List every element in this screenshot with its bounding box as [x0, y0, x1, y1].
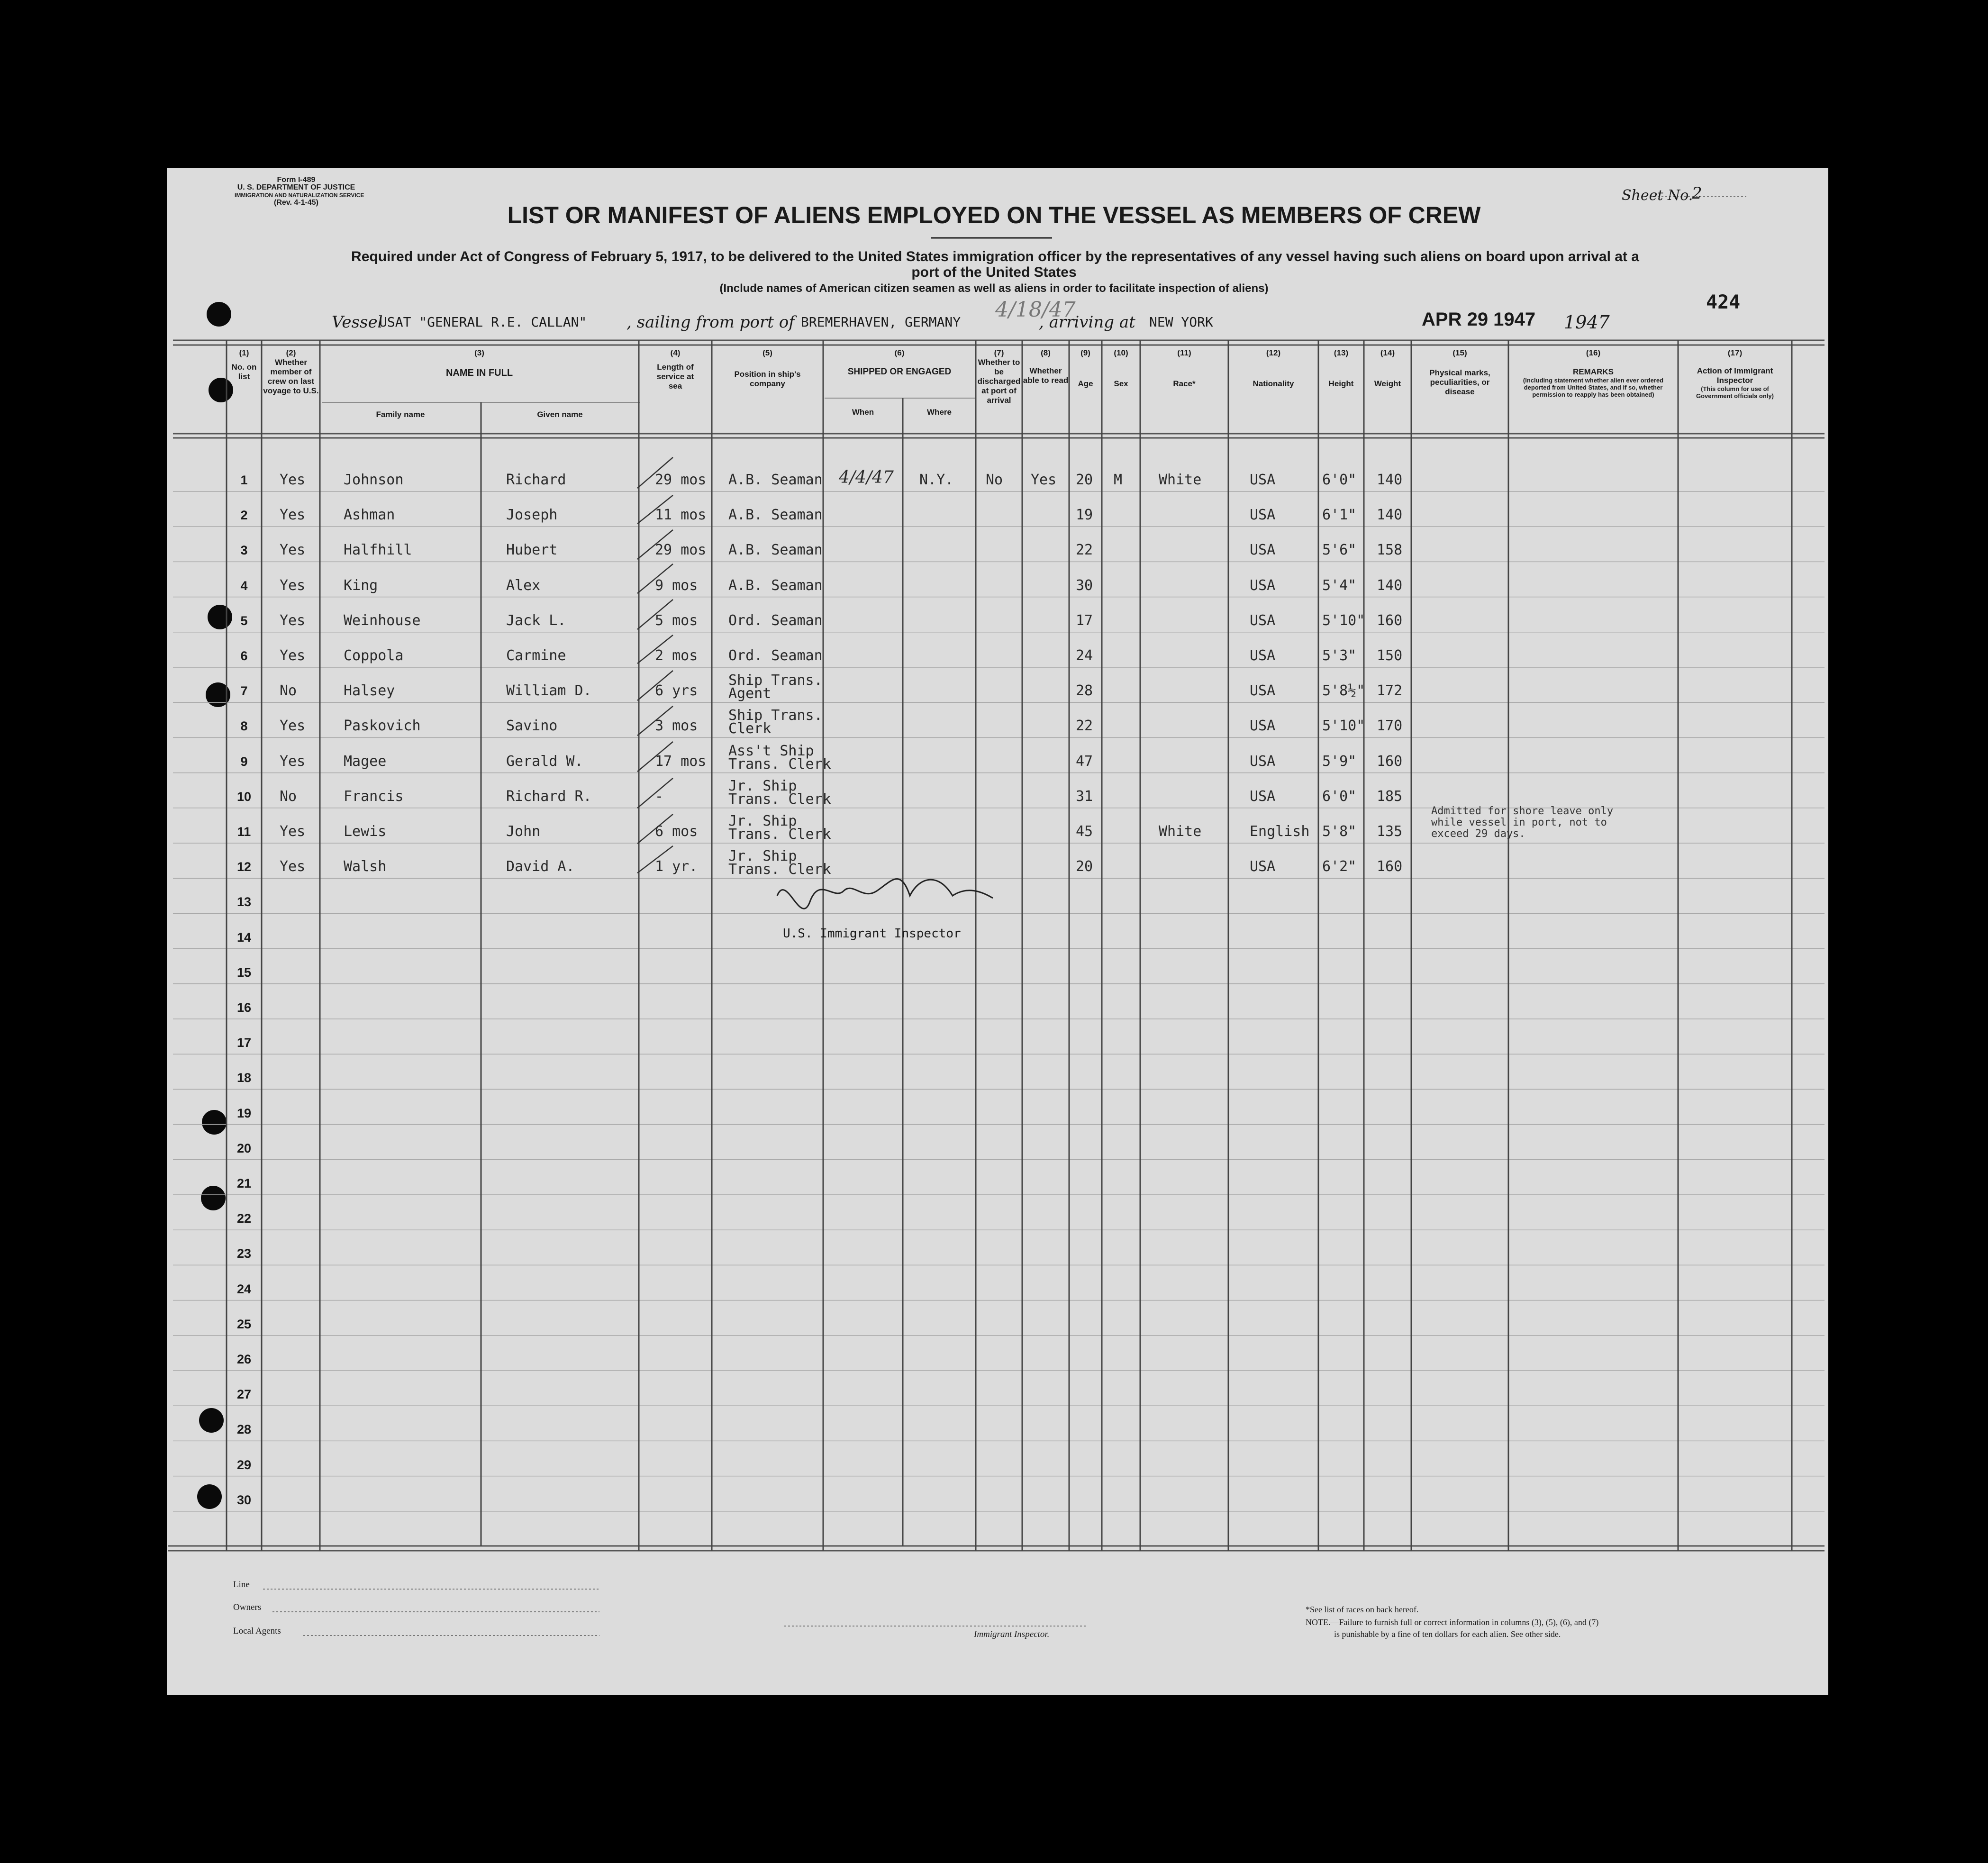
service-length-cell: 3 mos: [655, 718, 698, 735]
col3-header: [320, 348, 639, 378]
inspector-signature-label: U.S. Immigrant Inspector: [783, 927, 961, 941]
col10-num: (10): [1114, 348, 1128, 357]
given-name-cell: Carmine: [506, 647, 566, 664]
col11-header: [1140, 348, 1228, 389]
subtitle-line3: (Include names of American citizen seamen as well as aliens in order to facilitate inspection of aliens): [719, 282, 1269, 295]
col14-header: [1364, 348, 1411, 389]
service-length-cell: 2 mos: [655, 647, 698, 664]
col4-header: [639, 348, 712, 391]
service-length-cell: -: [655, 788, 664, 805]
shipped-where-cell: N.Y.: [919, 472, 954, 488]
col8-header: [1022, 348, 1069, 385]
col6-where-header: Where: [927, 408, 952, 417]
row-number: 19: [236, 1106, 252, 1120]
col12-header: [1228, 348, 1318, 389]
given-name-cell: David A.: [506, 858, 575, 875]
age-cell: 24: [1076, 647, 1093, 664]
col2-num: (2): [286, 348, 296, 357]
row-number: 16: [236, 1000, 252, 1015]
service-length-cell: 17 mos: [655, 753, 707, 770]
row-number: 23: [236, 1246, 252, 1261]
last-voyage-cell: Yes: [280, 647, 306, 664]
col7-header: [976, 348, 1022, 405]
footer-note-penalty: NOTE.—Failure to furnish full or correct information in columns (3), (5), (6), and (7): [1306, 1618, 1599, 1627]
nationality-cell: USA: [1250, 718, 1276, 735]
height-cell: 5'10": [1322, 718, 1365, 735]
able-to-read-cell: Yes: [1031, 472, 1057, 488]
given-name-cell: Gerald W.: [506, 753, 583, 770]
col3-given-header: Given name: [537, 410, 583, 419]
row-number: 21: [236, 1176, 252, 1191]
row-number: 11: [237, 825, 251, 839]
year: 1947: [1564, 312, 1610, 333]
given-name-cell: Joseph: [506, 507, 558, 524]
row-number: 2: [240, 508, 248, 523]
col15-num: (15): [1452, 348, 1467, 357]
age-cell: 45: [1076, 823, 1093, 840]
row-number: 12: [236, 860, 252, 874]
row-number: 24: [236, 1281, 252, 1296]
col1-num: (1): [239, 348, 249, 357]
weight-cell: 135: [1377, 823, 1403, 840]
form-service: IMMIGRATION AND NATURALIZATION SERVICE: [235, 192, 364, 199]
position-cell: Ord. Seaman: [728, 612, 823, 629]
col17-num: (17): [1727, 348, 1743, 357]
last-voyage-cell: No: [280, 788, 297, 805]
col17-note: (This column for use of Government officials only): [1696, 385, 1774, 400]
position-cell: Jr. Ship: [728, 848, 797, 865]
row-number: 10: [236, 789, 252, 804]
last-voyage-cell: No: [280, 682, 297, 700]
col16-header: [1508, 348, 1678, 398]
col3-num: (3): [474, 348, 484, 357]
family-name-cell: Coppola: [344, 647, 404, 664]
position-cell-line2: Trans. Clerk: [728, 791, 831, 808]
col12-label: Nationality: [1253, 379, 1294, 388]
age-cell: 20: [1076, 472, 1093, 488]
col8-label: Whether able to read: [1023, 366, 1069, 385]
service-length-cell: 1 yr.: [655, 858, 698, 875]
row-number: 4: [240, 578, 248, 593]
col15-label: Physical marks, peculiarities, or disease: [1429, 368, 1490, 396]
col6-num: (6): [894, 348, 905, 357]
height-cell: 6'1": [1322, 507, 1357, 524]
col6-label: SHIPPED OR ENGAGED: [847, 367, 952, 377]
col6-header: [823, 348, 976, 377]
age-cell: 22: [1076, 718, 1093, 735]
family-name-cell: Francis: [344, 788, 404, 805]
age-cell: 28: [1076, 682, 1093, 700]
row-number: 30: [236, 1492, 252, 1507]
position-cell: A.B. Seaman: [728, 472, 823, 488]
weight-cell: 160: [1377, 612, 1403, 629]
weight-cell: 140: [1377, 507, 1403, 524]
family-name-cell: Ashman: [344, 507, 395, 524]
vessel-label: Vessel: [332, 313, 383, 332]
weight-cell: 158: [1377, 542, 1403, 559]
row-number: 14: [236, 930, 252, 945]
last-voyage-cell: Yes: [280, 472, 306, 488]
weight-cell: 185: [1377, 788, 1403, 805]
family-name-cell: Magee: [344, 753, 387, 770]
col9-num: (9): [1080, 348, 1090, 357]
weight-cell: 160: [1377, 753, 1403, 770]
col10-label: Sex: [1114, 379, 1128, 388]
col9-header: [1069, 348, 1102, 389]
col14-label: Weight: [1374, 379, 1401, 388]
col6-when-header: When: [852, 408, 874, 417]
height-cell: 5'4": [1322, 577, 1357, 594]
service-length-cell: 29 mos: [655, 472, 707, 488]
arriving-label: , arriving at: [1039, 313, 1135, 332]
weight-cell: 160: [1377, 858, 1403, 875]
race-cell: White: [1159, 823, 1202, 840]
height-cell: 5'8½": [1322, 682, 1365, 700]
position-cell: A.B. Seaman: [728, 507, 823, 524]
col13-header: [1318, 348, 1364, 389]
position-cell-line2: Clerk: [728, 720, 772, 737]
row-number: 29: [236, 1457, 252, 1472]
row-number: 1: [240, 473, 248, 487]
weight-cell: 140: [1377, 577, 1403, 594]
service-length-cell: 11 mos: [655, 507, 707, 524]
weight-cell: 172: [1377, 682, 1403, 700]
row-number: 28: [236, 1422, 252, 1437]
given-name-cell: Richard R.: [506, 788, 592, 805]
vessel-name: USAT "GENERAL R.E. CALLAN": [379, 314, 587, 330]
row-number: 26: [236, 1352, 252, 1366]
nationality-cell: USA: [1250, 612, 1276, 629]
nationality-cell: USA: [1250, 507, 1276, 524]
service-length-cell: 29 mos: [655, 542, 707, 559]
family-name-cell: Paskovich: [344, 718, 421, 735]
arrival-date-stamp: APR 29 1947: [1422, 309, 1536, 330]
last-voyage-cell: Yes: [280, 542, 306, 559]
given-name-cell: Hubert: [506, 542, 558, 559]
col1-header: [227, 348, 262, 382]
family-name-cell: Halfhill: [344, 542, 412, 559]
subtitle-line2: port of the United States: [911, 264, 1077, 280]
col11-label: Race*: [1173, 379, 1196, 388]
family-name-cell: Johnson: [344, 472, 404, 488]
row-number: 27: [236, 1387, 252, 1402]
weight-cell: 140: [1377, 472, 1403, 488]
col13-label: Height: [1328, 379, 1354, 388]
row-number: 17: [236, 1036, 252, 1050]
family-name-cell: Walsh: [344, 858, 387, 875]
position-cell: Ord. Seaman: [728, 647, 823, 664]
position-cell: Jr. Ship: [728, 777, 797, 794]
family-name-cell: Halsey: [344, 682, 395, 700]
nationality-cell: USA: [1250, 788, 1276, 805]
nationality-cell: USA: [1250, 858, 1276, 875]
col1-label: No. on list: [231, 363, 257, 381]
family-name-cell: King: [344, 577, 378, 594]
age-cell: 31: [1076, 788, 1093, 805]
given-name-cell: Richard: [506, 472, 566, 488]
given-name-cell: John: [506, 823, 541, 840]
page-title: LIST OR MANIFEST OF ALIENS EMPLOYED ON THE VESSEL AS MEMBERS OF CREW: [507, 202, 1481, 228]
remarks-line: Admitted for shore leave only: [1431, 805, 1614, 817]
sailing-port: BREMERHAVEN, GERMANY: [801, 314, 961, 330]
col8-num: (8): [1041, 348, 1051, 357]
position-cell-line2: Agent: [728, 685, 772, 702]
col7-num: (7): [994, 348, 1004, 357]
footer-agents-label: Local Agents: [233, 1626, 281, 1636]
row-number: 9: [240, 754, 248, 769]
col14-num: (14): [1380, 348, 1395, 357]
col11-num: (11): [1177, 348, 1191, 357]
service-length-cell: 6 yrs: [655, 682, 698, 700]
nationality-cell: English: [1250, 823, 1310, 840]
height-cell: 5'9": [1322, 753, 1357, 770]
col4-num: (4): [670, 348, 681, 357]
row-number: 22: [236, 1211, 252, 1226]
position-cell: Ship Trans.: [728, 707, 823, 724]
form-number: Form I-489: [277, 176, 316, 184]
position-cell-line2: Trans. Clerk: [728, 755, 831, 772]
service-length-cell: 5 mos: [655, 612, 698, 629]
col3-family-header: Family name: [376, 410, 425, 419]
last-voyage-cell: Yes: [280, 577, 306, 594]
sex-cell: M: [1114, 472, 1123, 488]
position-cell: Ass't Ship: [728, 742, 814, 759]
col15-header: [1411, 348, 1508, 397]
height-cell: 5'6": [1322, 542, 1357, 559]
height-cell: 6'0": [1322, 472, 1357, 488]
nationality-cell: USA: [1250, 577, 1276, 594]
position-cell-line2: Trans. Clerk: [728, 826, 831, 843]
nationality-cell: USA: [1250, 682, 1276, 700]
given-name-cell: Alex: [506, 577, 541, 594]
given-name-cell: Jack L.: [506, 612, 566, 629]
height-cell: 5'10": [1322, 612, 1365, 629]
given-name-cell: Savino: [506, 718, 558, 735]
col5-label: Position in ship's company: [734, 370, 801, 388]
form-rev: (Rev. 4-1-45): [274, 199, 318, 207]
position-cell-line2: Trans. Clerk: [728, 861, 831, 878]
age-cell: 47: [1076, 753, 1093, 770]
remarks-row11: [1431, 806, 1613, 840]
position-cell: Jr. Ship: [728, 813, 797, 829]
row-number: 6: [240, 649, 248, 663]
sheet-number: 2: [1692, 184, 1702, 203]
row-number: 20: [236, 1141, 252, 1155]
row-number: 18: [236, 1071, 252, 1085]
family-name-cell: Lewis: [344, 823, 387, 840]
position-cell: A.B. Seaman: [728, 577, 823, 594]
arrival-port: NEW YORK: [1149, 314, 1213, 330]
age-cell: 22: [1076, 542, 1093, 559]
col17-label: Action of Immigrant Inspector: [1697, 366, 1773, 385]
height-cell: 5'8": [1322, 823, 1357, 840]
height-cell: 6'0": [1322, 788, 1357, 805]
remarks-line: exceed 29 days.: [1431, 828, 1525, 840]
shipped-when-cell: 4/4/47: [839, 468, 894, 487]
sailing-label: , sailing from port of: [626, 313, 795, 332]
discharged-cell: No: [986, 472, 1003, 488]
col9-label: Age: [1078, 379, 1093, 388]
col3-label: NAME IN FULL: [445, 368, 513, 378]
age-cell: 30: [1076, 577, 1093, 594]
col2-header: [263, 348, 319, 396]
last-voyage-cell: Yes: [280, 507, 306, 524]
weight-cell: 150: [1377, 647, 1403, 664]
footer-note-races: *See list of races on back hereof.: [1306, 1605, 1419, 1614]
row-number: 7: [240, 684, 248, 699]
col10-header: [1102, 348, 1140, 389]
remarks-line: while vessel in port, not to: [1431, 817, 1607, 828]
col16-num: (16): [1586, 348, 1601, 357]
col5-num: (5): [763, 348, 772, 357]
given-name-cell: William D.: [506, 682, 592, 700]
footer-line-label: Line: [233, 1580, 250, 1590]
race-cell: White: [1159, 472, 1202, 488]
footer-owners-label: Owners: [233, 1602, 262, 1612]
col4-label: Length of service at sea: [656, 363, 694, 391]
sheet-label: Sheet No.: [1622, 187, 1693, 204]
handwritten-date: 4/18/47: [995, 298, 1076, 322]
position-cell: Ship Trans.: [728, 672, 823, 689]
service-length-cell: 6 mos: [655, 823, 698, 840]
last-voyage-cell: Yes: [280, 823, 306, 840]
height-cell: 6'2": [1322, 858, 1357, 875]
col16-label: REMARKS: [1573, 367, 1614, 376]
position-cell: A.B. Seaman: [728, 542, 823, 559]
footer-inspector-label: Immigrant Inspector.: [974, 1629, 1050, 1639]
last-voyage-cell: Yes: [280, 612, 306, 629]
stamp-number: 424: [1706, 291, 1741, 313]
col13-num: (13): [1334, 348, 1349, 357]
form-dept: U. S. DEPARTMENT OF JUSTICE: [237, 183, 355, 191]
age-cell: 17: [1076, 612, 1093, 629]
age-cell: 20: [1076, 858, 1093, 875]
nationality-cell: USA: [1250, 647, 1276, 664]
footer-note-penalty-cont: is punishable by a fine of ten dollars for each alien. See other side.: [1334, 1629, 1561, 1639]
row-number: 8: [240, 719, 248, 734]
last-voyage-cell: Yes: [280, 753, 306, 770]
col16-note: (Including statement whether alien ever ordered deported from United States, and if so, whether permission to reapply has been obtained): [1523, 377, 1664, 398]
age-cell: 19: [1076, 507, 1093, 524]
row-number: 15: [236, 965, 252, 980]
inspector-signature: [777, 879, 993, 909]
row-number: 5: [240, 613, 248, 628]
col2-label: Whether member of crew on last voyage to U.S.: [263, 358, 319, 395]
col12-num: (12): [1266, 348, 1281, 357]
row-number: 13: [236, 895, 252, 909]
service-length-cell: 9 mos: [655, 577, 698, 594]
subtitle-line1: Required under Act of Congress of February 5, 1917, to be delivered to the United States immigration officer by the representatives of any vessel having such aliens on board upon arrival at a: [351, 249, 1639, 264]
last-voyage-cell: Yes: [280, 718, 306, 735]
weight-cell: 170: [1377, 718, 1403, 735]
nationality-cell: USA: [1250, 753, 1276, 770]
nationality-cell: USA: [1250, 472, 1276, 488]
row-number: 25: [236, 1317, 252, 1331]
last-voyage-cell: Yes: [280, 858, 306, 875]
height-cell: 5'3": [1322, 647, 1357, 664]
family-name-cell: Weinhouse: [344, 612, 421, 629]
col5-header: [712, 348, 823, 389]
nationality-cell: USA: [1250, 542, 1276, 559]
row-number: 3: [240, 543, 248, 558]
col7-label: Whether to be discharged at port of arrival: [977, 358, 1021, 405]
col17-header: [1678, 348, 1792, 400]
